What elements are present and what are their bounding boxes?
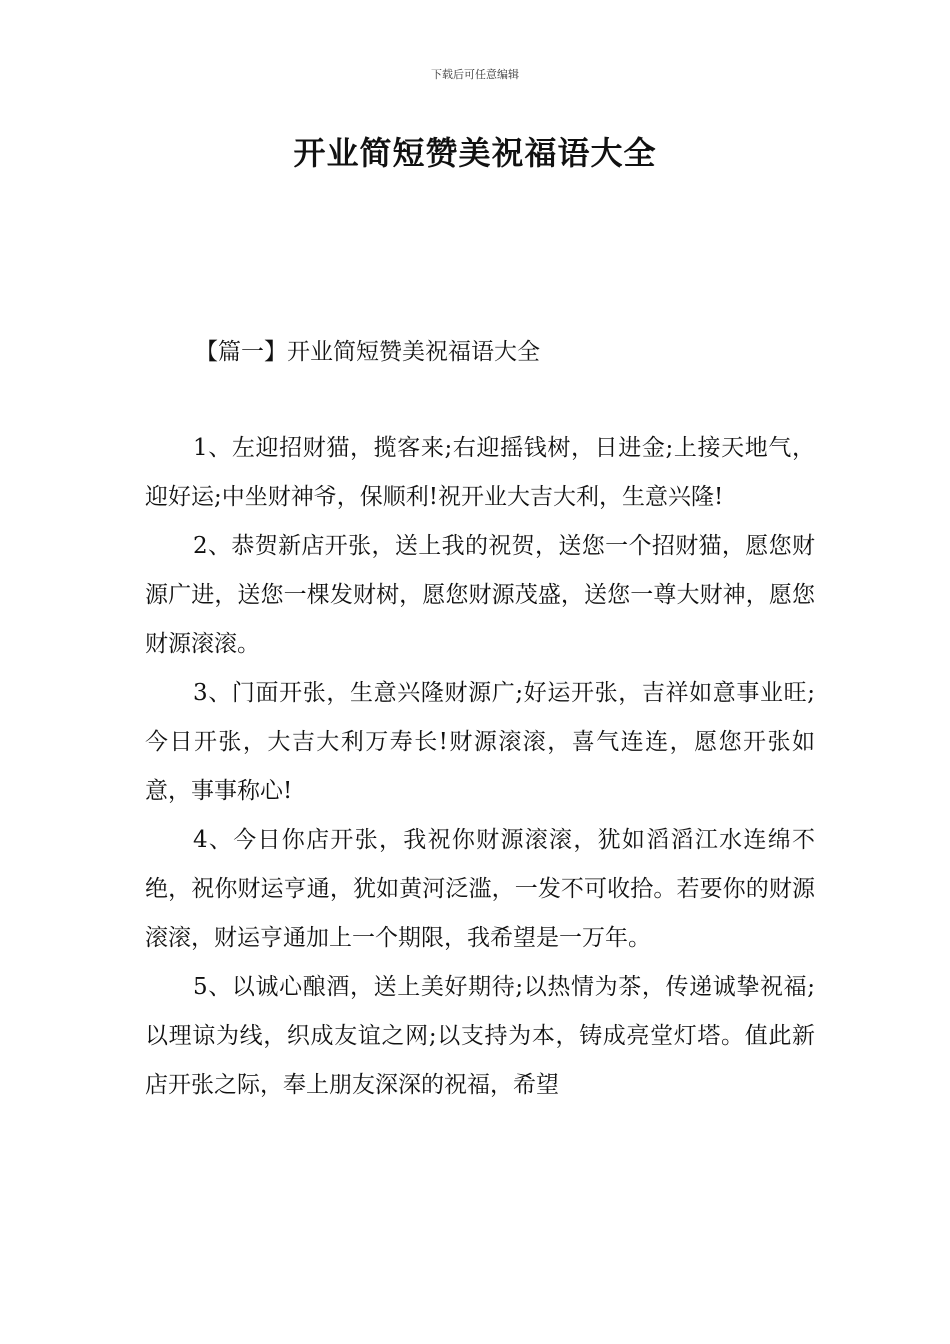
paragraph-2: 2、恭贺新店开张，送上我的祝贺，送您一个招财猫，愿您财源广进，送您一棵发财树，愿您财源茂盛，送您一尊大财神，愿您财源滚滚。 xyxy=(145,533,815,657)
paragraph-1: 1、左迎招财猫，揽客来;右迎摇钱树，日进金;上接天地气，迎好运;中坐财神爷，保顺利!祝开业大吉大利，生意兴隆! xyxy=(145,435,815,510)
document-title: 开业简短赞美祝福语大全 xyxy=(293,134,657,172)
section-heading: 【篇一】开业简短赞美祝福语大全 xyxy=(195,339,540,365)
paragraph-5: 5、以诚心酿酒，送上美好期待;以热情为茶，传递诚挚祝福;以理谅为线，织成友谊之网;以支持为本，铸成亮堂灯塔。值此新店开张之际，奉上朋友深深的祝福，希望 xyxy=(145,974,815,1098)
paragraph-4: 4、今日你店开张，我祝你财源滚滚，犹如滔滔江水连绵不绝，祝你财运亨通，犹如黄河泛滥，一发不可收拾。若要你的财源滚滚，财运亨通加上一个期限，我希望是一万年。 xyxy=(145,827,815,951)
header-note: 下载后可任意编辑 xyxy=(431,68,519,81)
paragraph-3: 3、门面开张，生意兴隆财源广;好运开张，吉祥如意事业旺;今日开张，大吉大利万寿长!财源滚滚，喜气连连，愿您开张如意，事事称心! xyxy=(145,680,815,804)
document-body xyxy=(145,424,815,1110)
